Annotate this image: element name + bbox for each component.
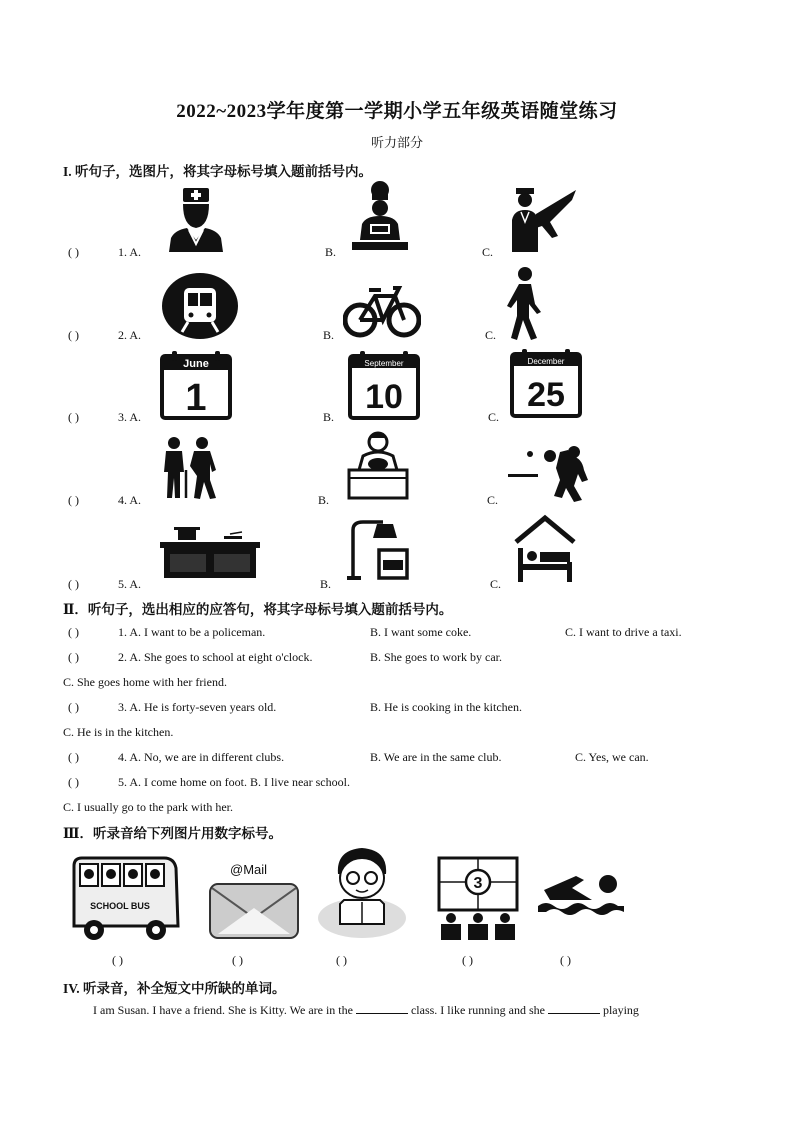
section3-heading: Ⅲ．听录音给下列图片用数字标号。: [63, 826, 282, 841]
s4-text-part1: I am Susan. I have a friend. She is Kitty. We are in the: [93, 1003, 353, 1017]
s1-q5-c: C.: [490, 577, 502, 591]
doctor-icon: [165, 186, 227, 252]
s1-q3-b: B.: [323, 410, 335, 424]
page-title: 2022~2023学年度第一学期小学五年级英语随堂练习: [176, 101, 618, 122]
s1-q3-c: C.: [488, 410, 500, 424]
train-icon: [160, 272, 240, 340]
s2-q2-a: 2. A. She goes to school at eight o'clock.: [118, 650, 313, 664]
s1-q1-num: 1. A.: [118, 245, 142, 259]
s1-q3-num: 3. A.: [118, 410, 142, 424]
page-subtitle: 听力部分: [370, 135, 423, 150]
s1-q5-b: B.: [320, 577, 332, 591]
s3-bracket-4: ( ): [462, 953, 473, 967]
cinema-countdown: 3: [473, 875, 483, 892]
s1-q2-c: C.: [485, 328, 497, 342]
helping-elderly-icon: [160, 436, 222, 500]
ping-pong-icon: [508, 446, 594, 502]
kitchen-icon: [160, 524, 260, 580]
s3-bracket-3: ( ): [336, 953, 347, 967]
school-bus-label: SCHOOL BUS: [90, 901, 150, 911]
s2-q4-a: 4. A. No, we are in different clubs.: [118, 750, 285, 764]
walking-icon: [505, 266, 545, 340]
section2-heading: Ⅱ．听句子，选出相应的应答句，将其字母标号填入题前括号内。: [63, 602, 453, 617]
chef-icon: [350, 180, 410, 252]
calendar-a-day: 1: [185, 377, 207, 419]
s2-q1-b: B. I want some coke.: [370, 625, 472, 639]
s2-q5-c: C. I usually go to the park with her.: [63, 800, 233, 814]
mail-label: @Mail: [230, 862, 268, 877]
s2-q4-c: C. Yes, we can.: [575, 750, 649, 764]
s1-q3-bracket: ( ): [68, 410, 79, 424]
s1-q1-bracket: ( ): [68, 245, 79, 259]
s3-bracket-2: ( ): [232, 953, 243, 967]
s2-q1-a: 1. A. I want to be a policeman.: [118, 625, 266, 639]
calendar-b-month: September: [364, 359, 404, 368]
s1-q2-b: B.: [323, 328, 335, 342]
calendar-b-day: 10: [365, 378, 403, 416]
s2-q3-c: C. He is in the kitchen.: [63, 725, 174, 739]
s1-q2-num: 2. A.: [118, 328, 142, 342]
s2-q4-b: B. We are in the same club.: [370, 750, 502, 764]
s2-q5-bracket: ( ): [68, 775, 79, 789]
calendar-a-month: June: [183, 358, 209, 370]
s1-q1-b: B.: [325, 245, 337, 259]
s1-q2-bracket: ( ): [68, 328, 79, 342]
bedroom-icon: [512, 514, 578, 584]
s3-bracket-1: ( ): [112, 953, 123, 967]
s4-passage: [93, 1003, 639, 1018]
s1-q4-num: 4. A.: [118, 493, 142, 507]
s2-q3-a: 3. A. He is forty-seven years old.: [118, 700, 277, 714]
living-room-icon: [345, 520, 411, 582]
s1-q4-bracket: ( ): [68, 493, 79, 507]
s2-q5-a: 5. A. I come home on foot. B. I live near school.: [118, 775, 350, 789]
s2-q2-c: C. She goes home with her friend.: [63, 675, 227, 689]
s2-q1-bracket: ( ): [68, 625, 79, 639]
s4-blank-2[interactable]: [548, 1003, 600, 1014]
school-bus-icon: [70, 854, 180, 944]
swimming-icon: [536, 870, 626, 920]
s2-q3-bracket: ( ): [68, 700, 79, 714]
s2-q4-bracket: ( ): [68, 750, 79, 764]
s3-bracket-5: ( ): [560, 953, 571, 967]
calendar-june-1-icon: [160, 350, 232, 420]
calendar-september-10-icon: [348, 350, 420, 420]
s4-blank-1[interactable]: [356, 1003, 408, 1014]
s4-text-part2: class. I like running and she: [410, 1003, 545, 1017]
s1-q5-bracket: ( ): [68, 577, 79, 591]
s1-q4-c: C.: [487, 493, 499, 507]
calendar-c-month: December: [527, 357, 565, 366]
pilot-icon: [506, 186, 578, 254]
cooking-person-icon: [345, 430, 411, 500]
s2-q2-b: B. She goes to work by car.: [370, 650, 502, 664]
mail-icon: [208, 860, 300, 940]
s1-q5-num: 5. A.: [118, 577, 142, 591]
s2-q3-b: B. He is cooking in the kitchen.: [370, 700, 522, 714]
section1-heading: I. 听句子，选图片，将其字母标号填入题前括号内。: [63, 164, 373, 179]
section4-heading: IV. 听录音，补全短文中所缺的单词。: [63, 981, 286, 996]
s1-q1-c: C.: [482, 245, 494, 259]
boy-reading-icon: [316, 844, 408, 940]
s2-q2-bracket: ( ): [68, 650, 79, 664]
s2-q1-c: C. I want to drive a taxi.: [565, 625, 682, 639]
s1-q4-b: B.: [318, 493, 330, 507]
calendar-december-25-icon: [510, 348, 582, 418]
cinema-icon: [437, 856, 519, 942]
calendar-c-day: 25: [527, 376, 565, 414]
s4-text-part3: playing: [602, 1003, 639, 1017]
bicycle-icon: [343, 282, 421, 338]
